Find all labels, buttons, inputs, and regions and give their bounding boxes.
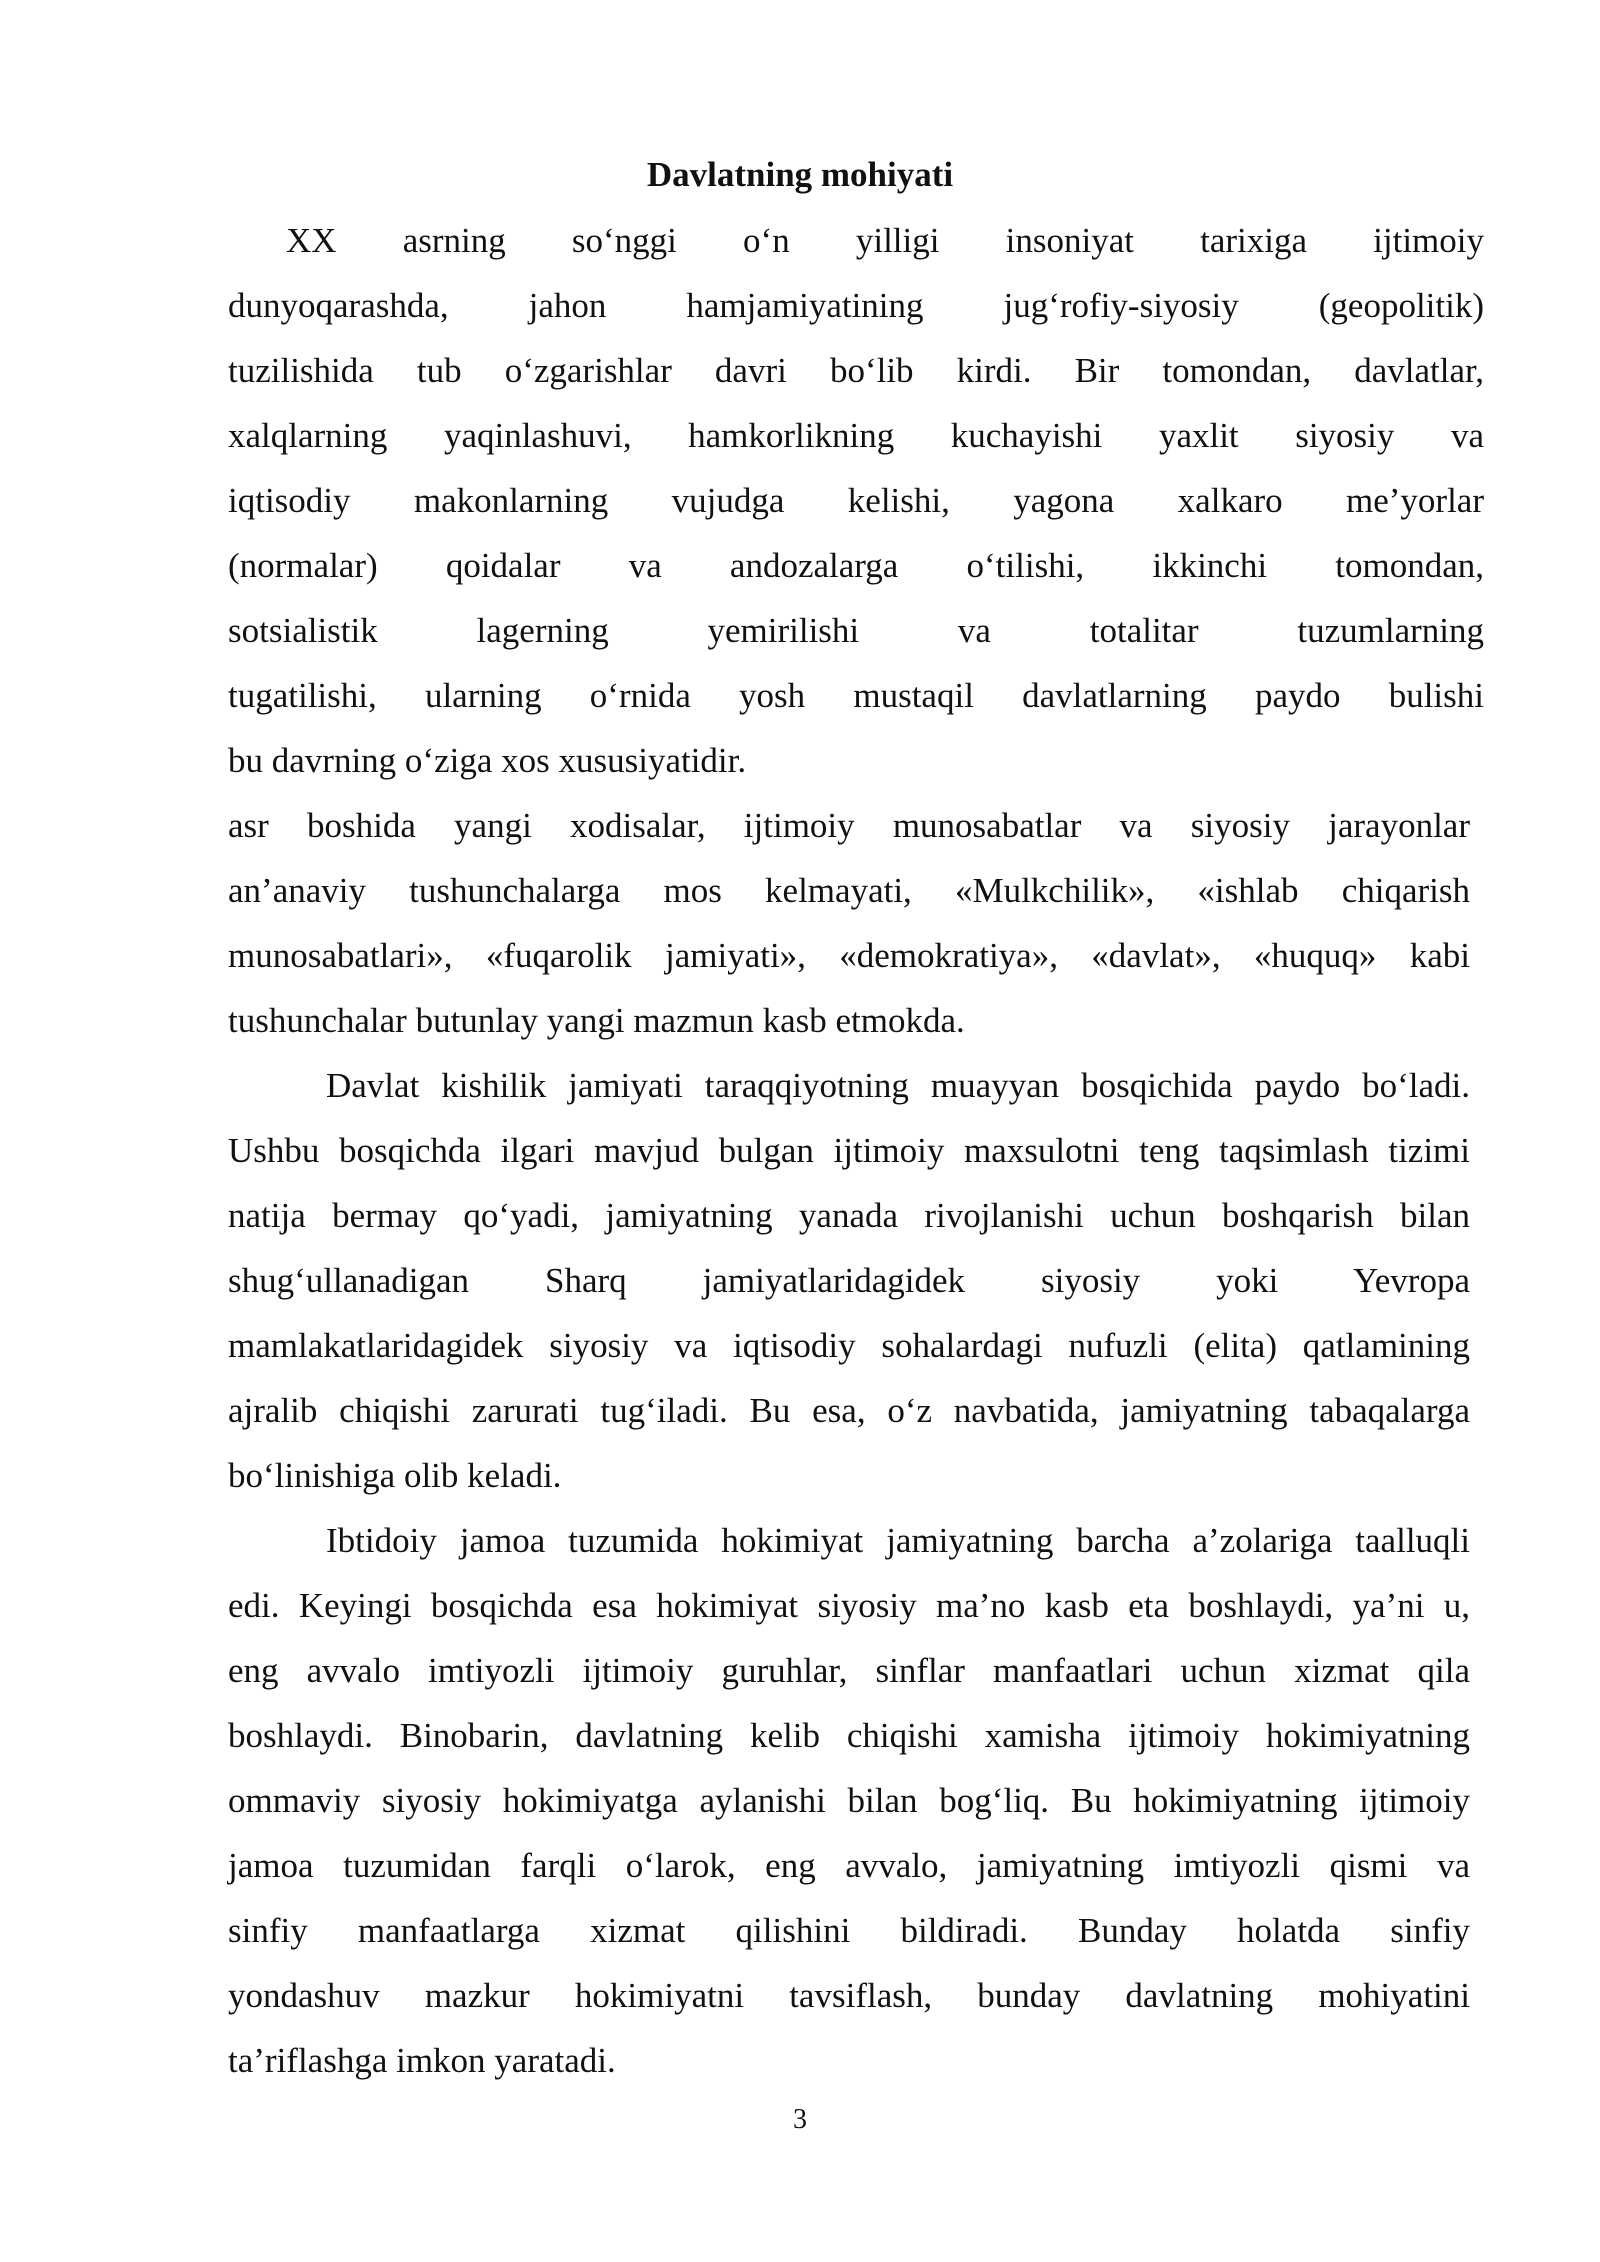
paragraph-2-line-2: an’anaviy tushunchalarga mos kelmayati, «Mulkchilik», «ishlab chiqarish (228, 871, 1470, 910)
paragraph-2-line-3: munosabatlari», «fuqarolik jamiyati», «demokratiya», «davlat», «huquq» kabi (228, 936, 1470, 975)
paragraph-1-line-4: xalqlarning yaqinlashuvi, hamkorlikning kuchayishi yaxlit siyosiy va (228, 416, 1484, 455)
paragraph-3-line-7: bo‘linishiga olib keladi. (228, 1456, 562, 1495)
paragraph-3-line-6: ajralib chiqishi zarurati tug‘iladi. Bu esa, o‘z navbatida, jamiyatning tabaqalarga (228, 1391, 1470, 1430)
paragraph-4-line-3: eng avvalo imtiyozli ijtimoiy guruhlar, sinflar manfaatlari uchun xizmat qila (228, 1651, 1470, 1690)
paragraph-4-line-4: boshlaydi. Binobarin, davlatning kelib chiqishi xamisha ijtimoiy hokimiyatning (228, 1716, 1470, 1755)
paragraph-4-line-1: Ibtidoiy jamoa tuzumida hokimiyat jamiyatning barcha a’zolariga taalluqli (326, 1521, 1470, 1560)
paragraph-1-line-3: tuzilishida tub o‘zgarishlar davri bo‘lib kirdi. Bir tomondan, davlatlar, (228, 351, 1484, 390)
page-title: Davlatning mohiyati (646, 155, 954, 194)
paragraph-1-line-1: XX asrning so‘nggi o‘n yilligi insoniyat tarixiga ijtimoiy (286, 221, 1484, 260)
paragraph-1-line-9: bu davrning o‘ziga xos xususiyatidir. (228, 741, 747, 780)
paragraph-2-line-4: tushunchalar butunlay yangi mazmun kasb etmokda. (228, 1001, 965, 1040)
paragraph-3-line-2: Ushbu bosqichda ilgari mavjud bulgan ijtimoiy maxsulotni teng taqsimlash tizimi (228, 1131, 1470, 1170)
paragraph-1-line-2: dunyoqarashda, jahon hamjamiyatining jug‘rofiy-siyosiy (geopolitik) (228, 286, 1484, 325)
paragraph-4-line-2: edi. Keyingi bosqichda esa hokimiyat siyosiy ma’no kasb eta boshlaydi, ya’ni u, (228, 1586, 1470, 1625)
paragraph-4-line-7: sinfiy manfaatlarga xizmat qilishini bildiradi. Bunday holatda sinfiy (228, 1911, 1470, 1950)
paragraph-1-line-7: sotsialistik lagerning yemirilishi va totalitar tuzumlarning (228, 611, 1484, 650)
paragraph-3-line-4: shug‘ullanadigan Sharq jamiyatlaridagidek siyosiy yoki Yevropa (228, 1261, 1470, 1300)
paragraph-1-line-5: iqtisodiy makonlarning vujudga kelishi, yagona xalkaro me’yorlar (228, 481, 1484, 520)
paragraph-1-line-8: tugatilishi, ularning o‘rnida yosh mustaqil davlatlarning paydo bulishi (228, 676, 1484, 715)
paragraph-2-line-1: asr boshida yangi xodisalar, ijtimoiy munosabatlar va siyosiy jarayonlar (228, 806, 1470, 845)
paragraph-4-line-6: jamoa tuzumidan farqli o‘larok, eng avvalo, jamiyatning imtiyozli qismi va (228, 1846, 1470, 1885)
paragraph-3-line-3: natija bermay qo‘yadi, jamiyatning yanada rivojlanishi uchun boshqarish bilan (228, 1196, 1470, 1235)
paragraph-4-line-8: yondashuv mazkur hokimiyatni tavsiflash, bunday davlatning mohiyatini (228, 1976, 1470, 2015)
page-number: 3 (793, 2104, 807, 2135)
paragraph-3-line-1: Davlat kishilik jamiyati taraqqiyotning muayyan bosqichida paydo bo‘ladi. (326, 1066, 1470, 1105)
paragraph-4-line-9: ta’riflashga imkon yaratadi. (228, 2041, 616, 2080)
paragraph-4-line-5: ommaviy siyosiy hokimiyatga aylanishi bilan bog‘liq. Bu hokimiyatning ijtimoiy (228, 1781, 1470, 1820)
paragraph-3-line-5: mamlakatlaridagidek siyosiy va iqtisodiy sohalardagi nufuzli (elita) qatlamining (228, 1326, 1470, 1365)
paragraph-1-line-6: (normalar) qoidalar va andozalarga o‘tilishi, ikkinchi tomondan, (228, 546, 1484, 585)
